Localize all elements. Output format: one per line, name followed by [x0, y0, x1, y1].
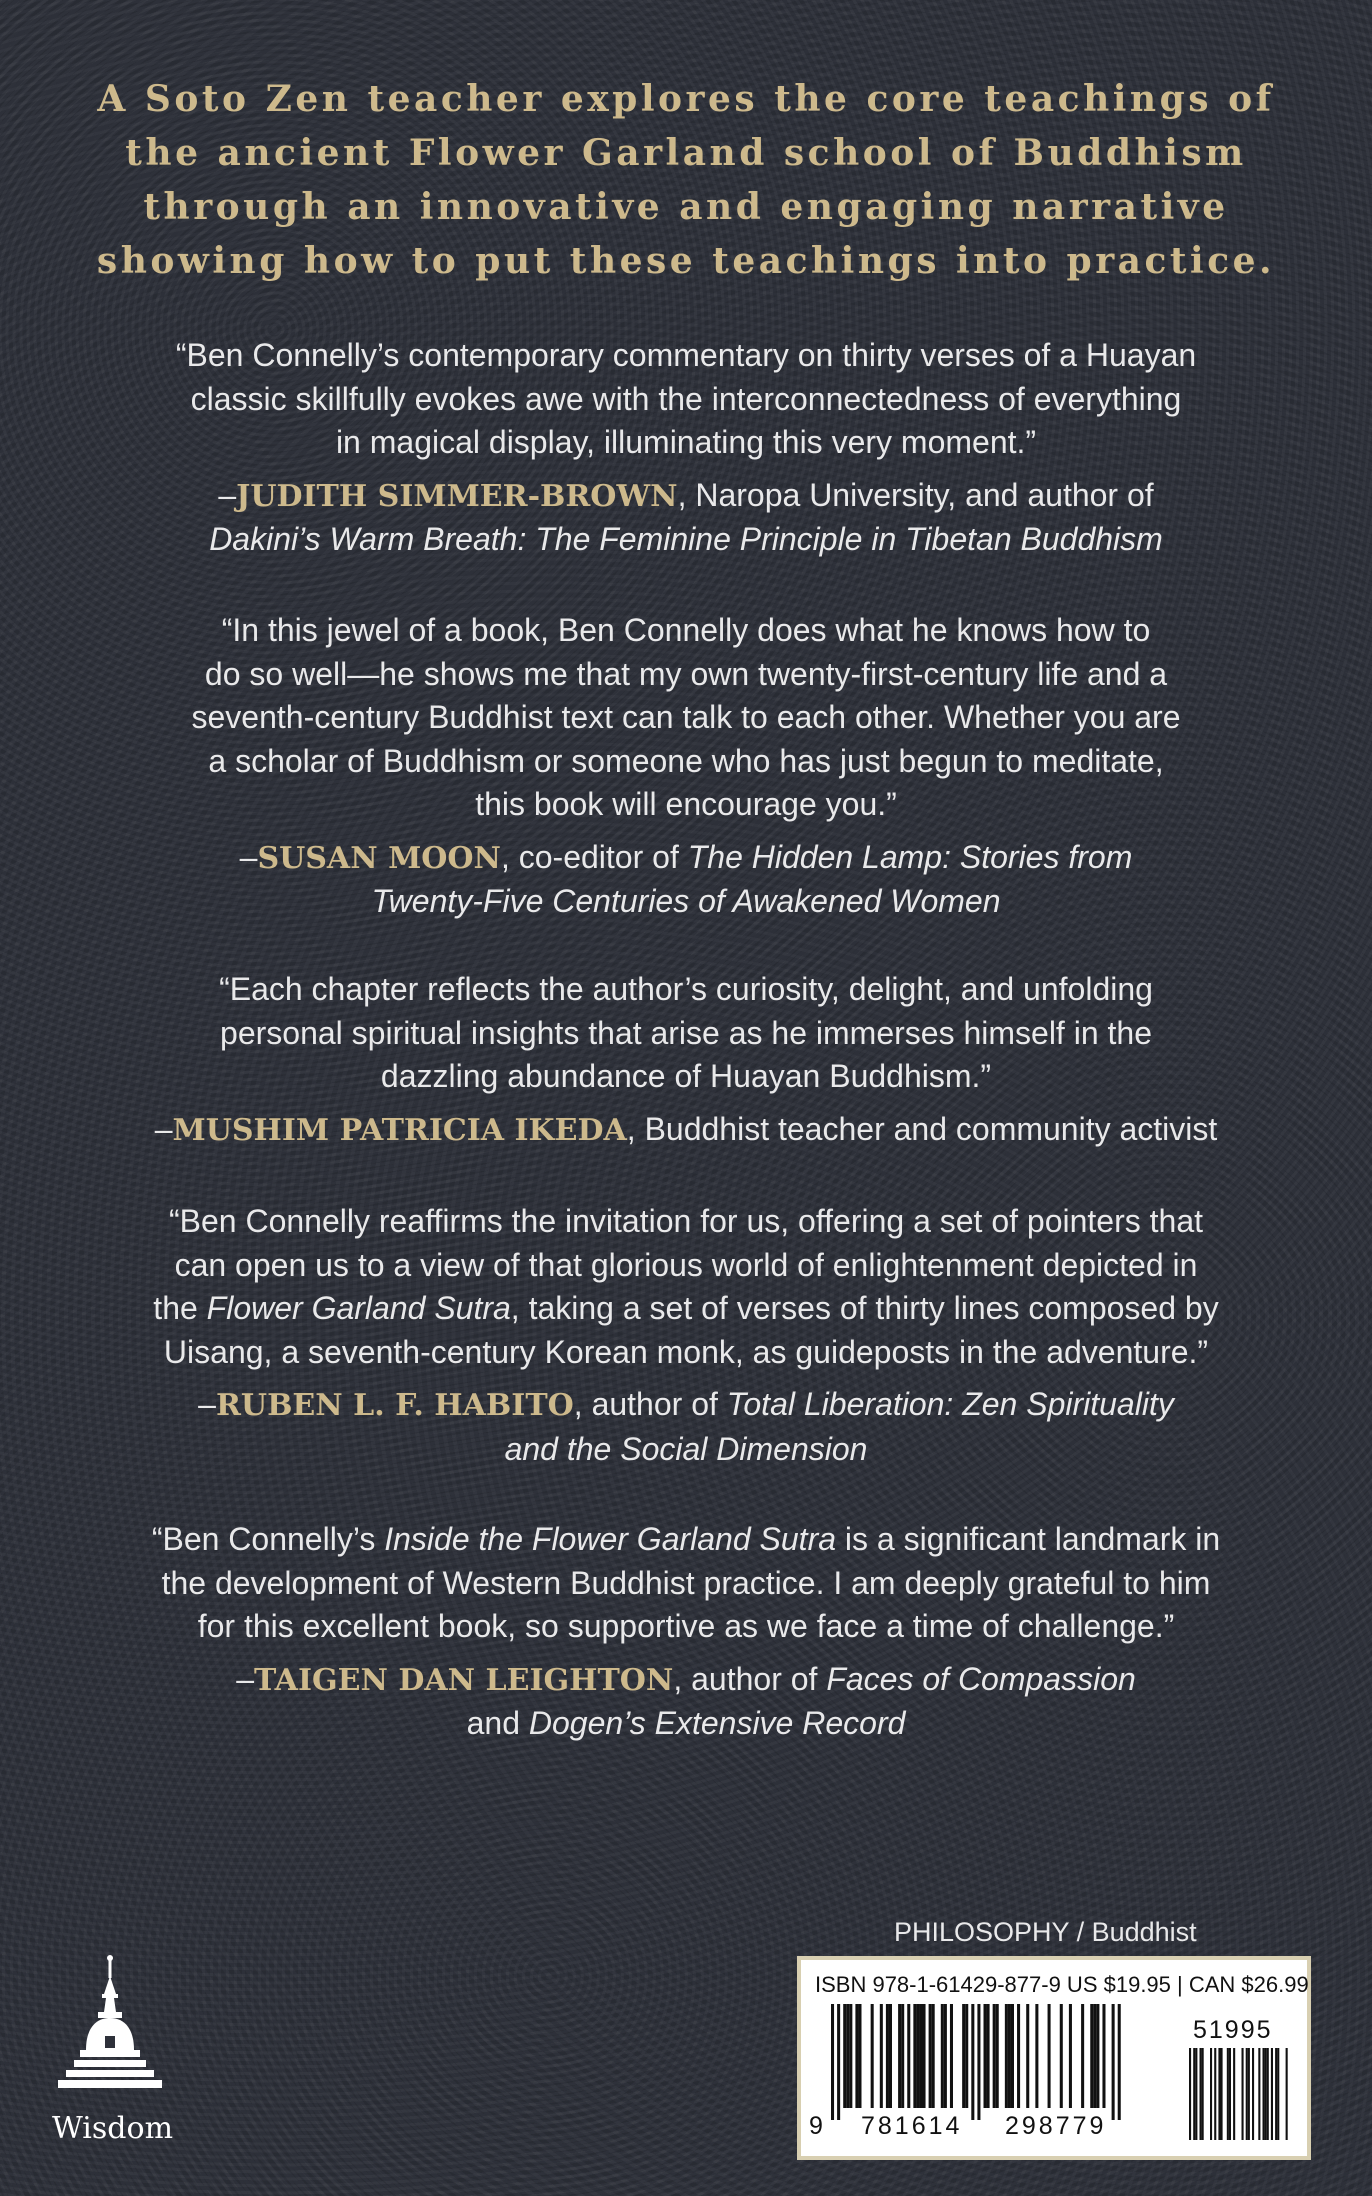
barcode-bar [923, 2004, 926, 2108]
addon-bar [1286, 2048, 1288, 2140]
addon-bar [1248, 2048, 1250, 2140]
barcode-bar [1118, 2004, 1121, 2120]
quote-text: , taking a set of verses of thirty lines composed by [510, 1290, 1219, 1326]
quote-line: a scholar of Buddhism or someone who has just begun to meditate, [208, 742, 1164, 779]
quote-text: the [153, 1290, 207, 1326]
barcode-bar [1096, 2004, 1099, 2108]
endorser-name: SUSAN MOON [257, 840, 501, 876]
dash: – [198, 1386, 216, 1422]
barcode-bar [984, 2004, 987, 2108]
barcode-bar [1081, 2004, 1084, 2108]
barcode-bar [831, 2004, 834, 2120]
addon-bar [1195, 2048, 1197, 2140]
endorser-name: RUBEN L. F. HABITO [215, 1388, 574, 1423]
endorser-affiliation: , Buddhist teacher and community activist [626, 1110, 1218, 1147]
addon-bar [1271, 2048, 1273, 2140]
barcode-bar [889, 2004, 892, 2108]
blurb-quote [70, 1518, 1302, 1649]
barcode-bar [944, 2004, 947, 2108]
addon-bar [1218, 2048, 1220, 2140]
headline-line: showing how to put these teachings into practice. [96, 240, 1276, 282]
barcode-bar [1069, 2004, 1072, 2108]
barcode-bar [907, 2004, 910, 2108]
blurb-quote [70, 609, 1302, 827]
quote-line: “Each chapter reflects the author’s curiosity, delight, and unfolding [219, 971, 1153, 1007]
endorser-name: JUDITH SIMMER-BROWN [236, 478, 678, 514]
barcode-bar [886, 2004, 889, 2108]
barcode-bar [987, 2004, 990, 2108]
isbn-price-line: ISBN 978-1-61429-877-9 US $19.95 | CAN $26.99 [815, 1972, 1309, 1997]
book-title: Flower Garland Sutra [206, 1290, 511, 1326]
endorser-affiliation: , author of [573, 1386, 727, 1422]
book-title: Twenty-Five Centuries of Awakened Women [371, 883, 1001, 919]
dash: – [236, 1660, 254, 1697]
quote-line: “Ben Connelly’s contemporary commentary on thirty verses of a Huayan [175, 337, 1197, 373]
quote-line: personal spiritual insights that arise as he immerses himself in the [220, 1014, 1152, 1051]
barcode-bar [950, 2004, 953, 2108]
barcode-bar [929, 2004, 932, 2108]
addon-bar [1227, 2048, 1229, 2140]
barcode-bar [913, 2004, 916, 2108]
addon-bar [1263, 2048, 1265, 2140]
endorser-name: MUSHIM PATRICIA IKEDA [172, 1112, 627, 1148]
barcode-bar [1060, 2004, 1063, 2108]
publisher-name: Wisdom [52, 2111, 174, 2146]
blurb-attribution [70, 1108, 1302, 1153]
barcode-bar [996, 2004, 999, 2108]
book-title: The Hidden Lamp: Stories from [687, 838, 1133, 875]
barcode-bar [916, 2004, 919, 2108]
addon-bar [1221, 2048, 1223, 2140]
dash: – [218, 476, 237, 513]
barcode-bar [962, 2004, 965, 2108]
barcode-bar [919, 2004, 922, 2108]
quote-line: “In this jewel of a book, Ben Connelly does what he knows how to [221, 612, 1151, 648]
blurb-habito [70, 1200, 1302, 1471]
blurb-quote [70, 1200, 1302, 1374]
barcode-digits-left: 781614 [861, 2112, 963, 2140]
quote-line: can open us to a view of that glorious world of enlightenment depicted in [174, 1246, 1198, 1283]
barcode-bar [1005, 2004, 1008, 2108]
book-title: Inside the Flower Garland Sutra [384, 1521, 837, 1557]
addon-bar [1229, 2048, 1231, 2140]
barcode-bar [855, 2004, 858, 2108]
attribution-line [70, 1658, 1302, 1703]
book-title: Faces of Compassion [826, 1660, 1136, 1697]
barcode-digit-first: 9 [809, 2112, 823, 2140]
category-label: PHILOSOPHY / Buddhist [894, 1917, 1197, 1947]
barcode-bar [1093, 2004, 1096, 2108]
attribution-line [70, 1383, 1302, 1428]
barcode-bar [971, 2004, 974, 2120]
barcode-bar [993, 2004, 996, 2108]
barcode-bar [1035, 2004, 1038, 2108]
barcode-bar [837, 2004, 840, 2120]
addon-bar [1200, 2048, 1202, 2140]
blurb-moon [70, 609, 1302, 924]
barcode-bar [901, 2004, 904, 2108]
book-title: Total Liberation: Zen Spirituality [726, 1386, 1174, 1422]
quote-line: classic skillfully evokes awe with the interconnectedness of everything [190, 380, 1182, 417]
book-title: Dakini’s Warm Breath: The Feminine Principle in Tibetan Buddhism [209, 521, 1163, 557]
attribution-line [70, 1702, 1302, 1746]
barcode-digits-right: 298779 [1005, 2112, 1107, 2140]
blurb-quote [70, 334, 1302, 465]
blurb-attribution [70, 836, 1302, 924]
blurb-attribution [70, 474, 1302, 562]
barcode-bar [1008, 2004, 1011, 2108]
attribution-line [70, 836, 1302, 881]
addon-bar [1246, 2048, 1248, 2140]
attribution-line [70, 474, 1302, 519]
attribution-line [70, 1428, 1302, 1472]
blurb-quote [70, 968, 1302, 1099]
blurb-simmer-brown [70, 334, 1302, 562]
barcode-bar [849, 2004, 852, 2108]
blurb-attribution [70, 1383, 1302, 1471]
quote-line: do so well—he shows me that my own twenty-first-century life and a [204, 655, 1168, 692]
blurb-leighton [70, 1518, 1302, 1746]
barcode-box [797, 1956, 1311, 2160]
attribution-line [70, 880, 1302, 924]
attribution-text: and [466, 1705, 529, 1741]
barcode-bar [871, 2004, 874, 2108]
book-title: Dogen’s Extensive Record [528, 1705, 906, 1741]
addon-bar [1202, 2048, 1204, 2140]
barcode-bar [1112, 2004, 1115, 2120]
endorser-affiliation: , co-editor of [500, 838, 688, 875]
barcode-bar [965, 2004, 968, 2108]
barcode-bar [898, 2004, 901, 2108]
barcode-bar [977, 2004, 980, 2120]
barcode-bar [846, 2004, 849, 2108]
dash: – [239, 838, 258, 875]
attribution-line [70, 518, 1302, 562]
headline-line: A Soto Zen teacher explores the core teachings of [97, 78, 1275, 120]
quote-line: for this excellent book, so supportive as we face a time of challenge.” [197, 1608, 1175, 1644]
addon-bar [1189, 2048, 1191, 2140]
price-code: 51995 [1193, 2016, 1273, 2044]
addon-bar [1275, 2048, 1277, 2140]
barcode-bar [932, 2004, 935, 2108]
barcode-bar [1017, 2004, 1020, 2108]
quote-line: dazzling abundance of Huayan Buddhism.” [380, 1058, 992, 1094]
addon-bar [1267, 2048, 1269, 2140]
addon-bar [1210, 2048, 1212, 2140]
barcode-bar [941, 2004, 944, 2108]
barcode-bar [858, 2004, 861, 2108]
addon-bar [1252, 2048, 1254, 2140]
headline-line: through an innovative and engaging narrative [143, 186, 1229, 228]
quote-line: “Ben Connelly reaffirms the invitation for us, offering a set of pointers that [168, 1203, 1204, 1239]
headline [60, 72, 1312, 288]
quote-line: in magical display, illuminating this very moment.” [335, 424, 1037, 460]
barcode-bar [880, 2004, 883, 2108]
quote-line: seventh-century Buddhist text can talk to each other. Whether you are [191, 699, 1181, 735]
quote-line: Uisang, a seventh-century Korean monk, as guideposts in the adventure.” [163, 1333, 1209, 1370]
barcode-bar [1011, 2004, 1014, 2108]
addon-bar [1214, 2048, 1216, 2140]
quote-line [70, 1518, 1302, 1562]
dash: – [154, 1110, 173, 1147]
endorser-affiliation: , Naropa University, and author of [677, 476, 1154, 513]
addon-bar [1193, 2048, 1195, 2140]
barcode-bar [1090, 2004, 1093, 2108]
quote-line: the development of Western Buddhist practice. I am deeply grateful to him [161, 1564, 1211, 1601]
addon-bar [1258, 2048, 1260, 2140]
quote-text: “Ben Connelly’s [151, 1521, 385, 1557]
blurb-attribution [70, 1658, 1302, 1746]
endorser-affiliation: , author of [673, 1660, 827, 1697]
quote-line: this book will encourage you.” [475, 786, 897, 822]
barcode-bar [1102, 2004, 1105, 2108]
addon-bar [1277, 2048, 1279, 2140]
addon-bar [1265, 2048, 1267, 2140]
quote-line [70, 1287, 1302, 1331]
endorser-name: TAIGEN DAN LEIGHTON [254, 1662, 674, 1698]
book-title: and the Social Dimension [504, 1430, 868, 1467]
barcode-bar [1026, 2004, 1029, 2108]
addon-bar [1242, 2048, 1244, 2140]
attribution-line [70, 1108, 1302, 1153]
blurb-ikeda [70, 968, 1302, 1152]
headline-line: the ancient Flower Garland school of Buddhism [125, 132, 1247, 174]
quote-text: is a significant landmark in [836, 1521, 1221, 1557]
barcode-bar [1048, 2004, 1051, 2108]
addon-bar [1233, 2048, 1235, 2140]
barcode-bar [843, 2004, 846, 2108]
